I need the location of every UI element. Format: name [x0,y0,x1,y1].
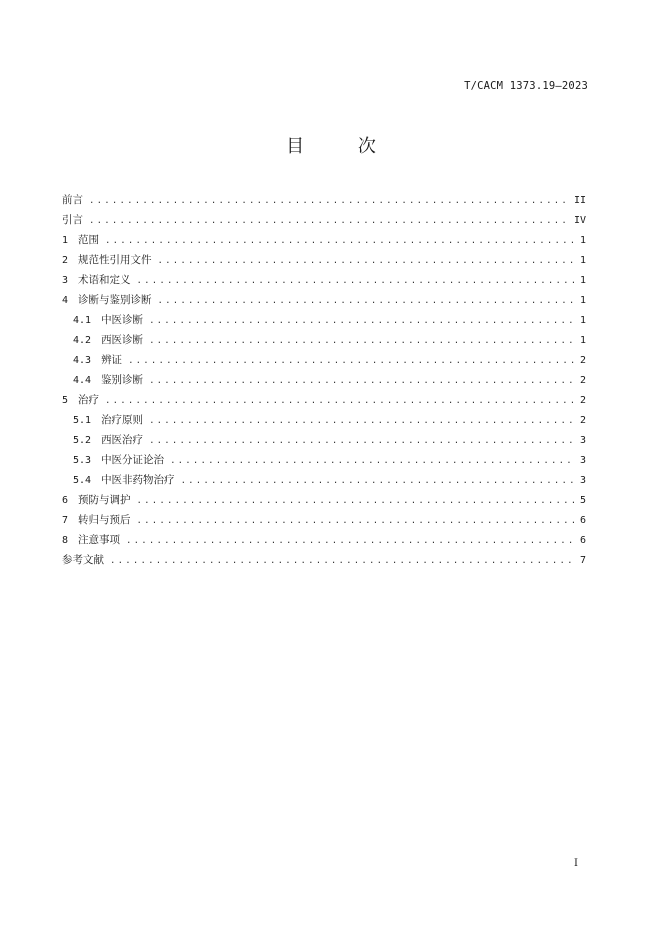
toc-entry[interactable] [62,390,586,410]
toc-entry-label: 中医诊断 [101,314,144,326]
toc-dot-leader [149,311,574,331]
toc-entry[interactable] [62,470,586,490]
toc-entry-label: 规范性引用文件 [78,254,152,266]
toc-entry-label: 治疗 [78,394,100,406]
toc-entry-page: 2 [579,355,586,366]
toc-dot-leader [137,511,574,531]
toc-entry-number: 2 [62,255,69,266]
toc-entry-page: 1 [579,255,586,266]
toc-dot-leader [105,391,574,411]
toc-entry-page: 6 [579,515,586,526]
toc-entry-page: 6 [579,535,586,546]
toc-entry[interactable] [62,450,586,470]
toc-entry-number: 5.3 [73,455,92,466]
toc-entry-page: 2 [579,415,586,426]
toc-entry-number: 8 [62,535,69,546]
toc-dot-leader [181,471,574,491]
toc-entry[interactable] [62,290,586,310]
toc-entry-number: 4.2 [73,335,92,346]
toc-entry[interactable] [62,210,586,230]
toc-entry[interactable] [62,250,586,270]
toc-entry-number: 6 [62,495,69,506]
toc-entry-page: 1 [579,275,586,286]
toc-entry-label: 治疗原则 [101,414,144,426]
toc-entry-label: 注意事项 [78,534,121,546]
toc-entry-page: 7 [579,555,586,566]
toc-entry-page: 5 [579,495,586,506]
toc-entry-number: 4.4 [73,375,92,386]
toc-entry[interactable] [62,190,586,210]
toc-entry[interactable] [62,230,586,250]
toc-entry-label: 引言 [62,214,83,226]
toc-entry[interactable] [62,370,586,390]
toc-dot-leader [158,251,574,271]
document-code: T/CACM 1373.19—2023 [464,80,588,92]
toc-entry-number: 4 [62,295,69,306]
toc-entry[interactable] [62,270,586,290]
toc-entry-number: 5.4 [73,475,92,486]
page-title: 目 次 [286,136,400,157]
toc-entry-label: 参考文献 [62,554,104,566]
toc-dot-leader [89,211,568,231]
toc-entry-label: 术语和定义 [78,274,131,286]
table-of-contents [62,190,586,570]
toc-entry-page: 2 [579,375,586,386]
footer-page-number: I [574,858,578,869]
toc-entry[interactable] [62,430,586,450]
toc-dot-leader [149,331,574,351]
toc-dot-leader [149,411,574,431]
toc-entry-label: 中医非药物治疗 [101,474,175,486]
toc-entry[interactable] [62,510,586,530]
toc-entry-page: 3 [579,475,586,486]
toc-dot-leader [149,371,574,391]
toc-entry[interactable] [62,530,586,550]
toc-entry[interactable] [62,410,586,430]
toc-entry-number: 5.2 [73,435,92,446]
toc-entry-page: 3 [579,435,586,446]
toc-dot-leader [170,451,574,471]
toc-dot-leader [110,551,574,571]
toc-entry[interactable] [62,550,586,570]
toc-entry-number: 4.3 [73,355,92,366]
toc-entry-label: 预防与调护 [78,494,131,506]
toc-entry-page: 2 [579,395,586,406]
toc-entry-label: 转归与预后 [78,514,131,526]
toc-entry[interactable] [62,310,586,330]
toc-entry-number: 4.1 [73,315,92,326]
toc-entry-page: 1 [579,315,586,326]
toc-entry-number: 5.1 [73,415,92,426]
toc-entry-page: 1 [579,335,586,346]
toc-dot-leader [137,491,574,511]
toc-entry-page: II [573,195,586,206]
toc-entry-label: 西医治疗 [101,434,144,446]
toc-entry-number: 1 [62,235,69,246]
toc-entry-label: 前言 [62,194,83,206]
toc-entry[interactable] [62,350,586,370]
toc-entry-number: 3 [62,275,69,286]
toc-entry-label: 西医诊断 [101,334,144,346]
toc-entry[interactable] [62,490,586,510]
toc-dot-leader [137,271,574,291]
toc-dot-leader [149,431,574,451]
toc-entry-label: 辨证 [101,354,123,366]
toc-entry-label: 中医分证论治 [101,454,165,466]
toc-entry-label: 诊断与鉴别诊断 [78,294,152,306]
toc-dot-leader [89,191,568,211]
toc-entry-number: 5 [62,395,69,406]
toc-dot-leader [105,231,574,251]
toc-entry-page: 3 [579,455,586,466]
toc-entry-label: 鉴别诊断 [101,374,144,386]
toc-dot-leader [128,351,574,371]
toc-entry-page: 1 [579,235,586,246]
toc-entry-label: 范围 [78,234,100,246]
toc-entry-page: 1 [579,295,586,306]
toc-dot-leader [158,291,574,311]
toc-entry[interactable] [62,330,586,350]
toc-dot-leader [126,531,574,551]
toc-entry-number: 7 [62,515,69,526]
toc-entry-page: IV [573,215,586,226]
